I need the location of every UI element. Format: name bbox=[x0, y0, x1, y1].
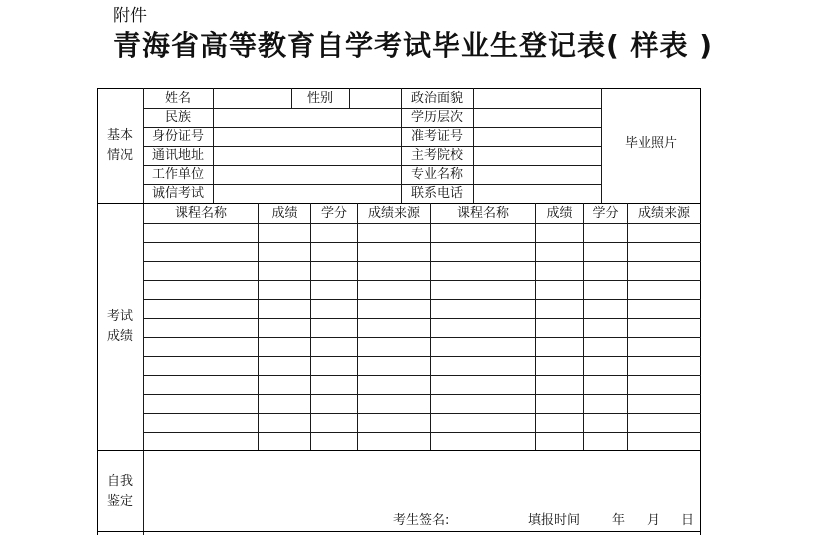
day-label: 日 bbox=[681, 513, 695, 528]
work-unit-label: 工作单位 bbox=[151, 167, 204, 182]
attachment-label: 附件 bbox=[113, 6, 147, 26]
column-header-score-2: 成绩 bbox=[546, 206, 573, 221]
column-header-score-source-2: 成绩来源 bbox=[637, 206, 690, 221]
id-number-label: 身份证号 bbox=[151, 129, 204, 144]
host-school-label: 主考院校 bbox=[410, 148, 463, 163]
column-header-score-source: 成绩来源 bbox=[367, 206, 420, 221]
self-evaluation-label: 自我 鉴定 bbox=[106, 474, 133, 509]
column-header-score: 成绩 bbox=[271, 206, 298, 221]
phone-label: 联系电话 bbox=[410, 186, 463, 201]
integrity-exam-label: 诚信考试 bbox=[151, 186, 204, 201]
education-label: 学历层次 bbox=[410, 110, 463, 125]
column-header-course: 课程名称 bbox=[174, 206, 227, 221]
name-label: 姓名 bbox=[164, 91, 191, 106]
column-header-course-2: 课程名称 bbox=[456, 206, 509, 221]
month-label: 月 bbox=[647, 513, 661, 528]
scores-section-label: 考试 成绩 bbox=[106, 309, 133, 344]
major-label: 专业名称 bbox=[410, 167, 463, 182]
fill-date-label: 填报时间 bbox=[528, 513, 581, 528]
column-header-credit-2: 学分 bbox=[592, 206, 619, 221]
column-header-credit: 学分 bbox=[320, 206, 347, 221]
graduation-photo-box: 毕业照片 bbox=[624, 136, 677, 151]
signature-label: 考生签名: bbox=[393, 513, 450, 528]
admission-number-label: 准考证号 bbox=[410, 129, 463, 144]
page-title: 青海省高等教育自学考试毕业生登记表( 样表 ) bbox=[113, 29, 714, 62]
political-label: 政治面貌 bbox=[410, 91, 463, 106]
ethnicity-label: 民族 bbox=[164, 110, 191, 125]
address-label: 通讯地址 bbox=[151, 148, 204, 163]
gender-label: 性别 bbox=[306, 91, 333, 106]
basic-section-label: 基本 情况 bbox=[106, 128, 133, 163]
year-label: 年 bbox=[612, 513, 626, 528]
